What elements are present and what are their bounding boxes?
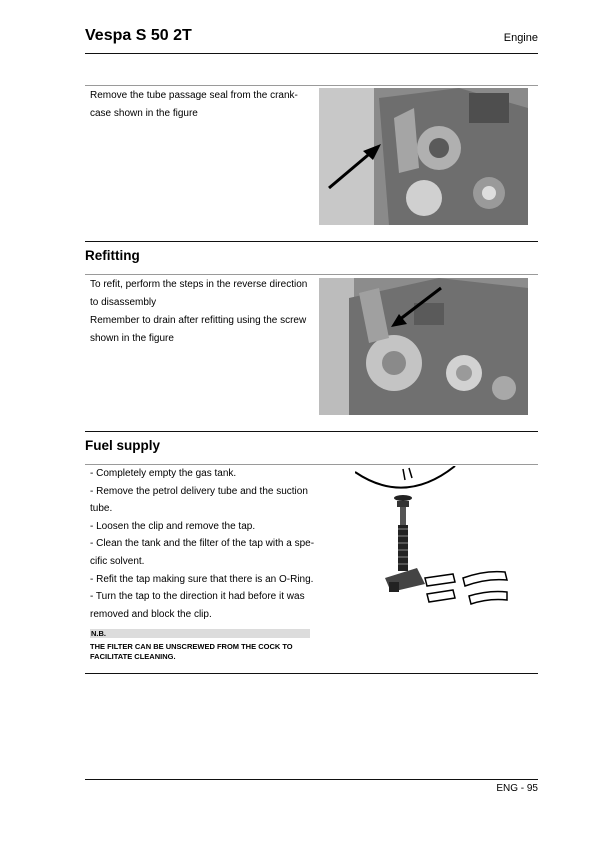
note-text: THE FILTER CAN BE UNSCREWED FROM THE COCK TO FACILITATE CLEANING.	[90, 642, 293, 661]
refitting-heading: Refitting	[85, 248, 140, 263]
fuel-step-line: - Remove the petrol delivery tube and the suction	[90, 485, 308, 497]
refitting-photo-art	[319, 278, 528, 415]
block-rule-bottom	[85, 241, 538, 242]
fuel-steps-list	[90, 465, 315, 623]
footer-rule	[85, 779, 538, 780]
refitting-rule-bottom	[85, 431, 538, 432]
fuel-step-line: - Loosen the clip and remove the tap.	[90, 520, 256, 532]
page-number: ENG - 95	[496, 783, 538, 794]
fuel-step-line: cific solvent.	[90, 555, 145, 567]
crankcase-photo-art	[319, 88, 528, 225]
crankcase-seal-photo	[319, 88, 528, 225]
block-rule-top	[85, 85, 538, 86]
section-name: Engine	[503, 32, 538, 44]
step-remove-seal-text: Remove the tube passage seal from the crank- case shown in the figure	[90, 90, 298, 119]
fuel-step-line: - Refit the tap making sure that there is an O-Ring.	[90, 573, 314, 585]
header-rule	[85, 53, 538, 54]
fuel-rule-bottom	[85, 673, 538, 674]
fuel-tap-art	[355, 466, 525, 611]
refitting-screw-photo	[319, 278, 528, 415]
fuel-step-line: - Turn the tap to the direction it had before it was	[90, 591, 305, 603]
fuel-step-line: removed and block the clip.	[90, 608, 212, 620]
refitting-text: To refit, perform the steps in the reverse direction to disassembly Remember to drain after refitting using the screw shown in the figure	[90, 279, 308, 344]
note-label: N.B.	[90, 629, 310, 638]
fuel-step-line: - Clean the tank and the filter of the tap with a spe-	[90, 538, 315, 550]
fuel-step-line: - Completely empty the gas tank.	[90, 468, 237, 479]
refitting-rule-top	[85, 274, 538, 275]
document-title: Vespa S 50 2T	[85, 27, 192, 44]
fuel-tap-drawing	[355, 466, 525, 611]
fuel-supply-heading: Fuel supply	[85, 438, 161, 453]
fuel-step-line: tube.	[90, 503, 113, 515]
